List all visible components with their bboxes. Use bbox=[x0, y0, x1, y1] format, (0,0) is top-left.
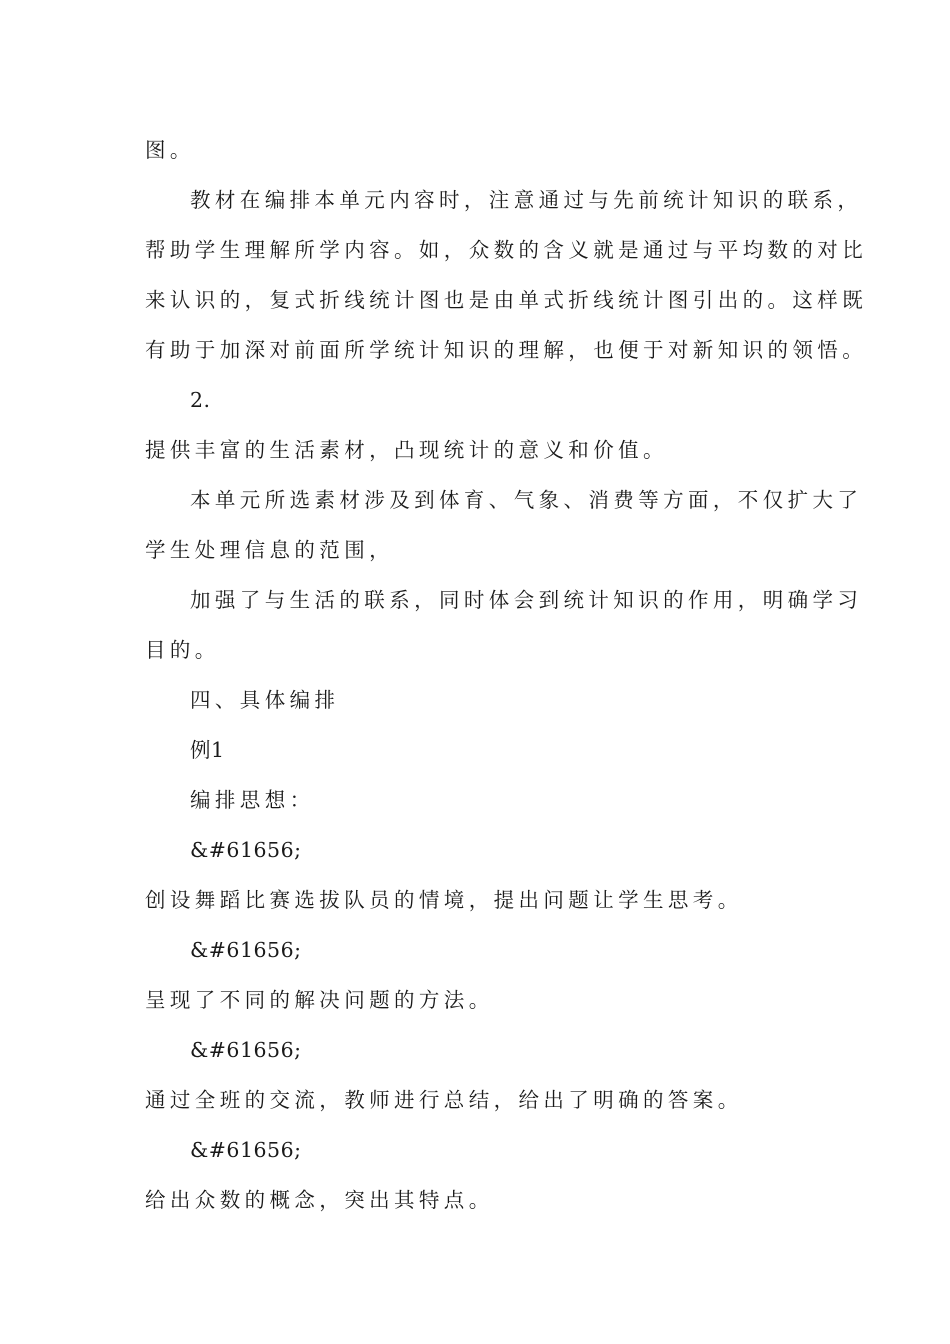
list-number: 2. bbox=[190, 388, 211, 412]
paragraph-line: 目的。 bbox=[145, 638, 220, 662]
paragraph-line: 学生处理信息的范围， bbox=[145, 538, 394, 562]
bullet-item-text: 通过全班的交流，教师进行总结，给出了明确的答案。 bbox=[145, 1088, 743, 1112]
example-label: 例1 bbox=[190, 738, 225, 762]
paragraph-line: 来认识的，复式折线统计图也是由单式折线统计图引出的。这样既 bbox=[145, 288, 868, 312]
bullet-entity-text: &#61656; bbox=[190, 938, 302, 962]
bullet-entity-text: &#61656; bbox=[190, 1038, 302, 1062]
paragraph-line: 加强了与生活的联系，同时体会到统计知识的作用，明确学习 bbox=[190, 588, 863, 612]
subheading: 编排思想： bbox=[190, 788, 315, 812]
paragraph-line: 有助于加深对前面所学统计知识的理解，也便于对新知识的领悟。 bbox=[145, 338, 868, 362]
paragraph-line: 帮助学生理解所学内容。如，众数的含义就是通过与平均数的对比 bbox=[145, 238, 868, 262]
paragraph-line: 教材在编排本单元内容时，注意通过与先前统计知识的联系， bbox=[190, 188, 863, 212]
paragraph-line: 本单元所选素材涉及到体育、气象、消费等方面，不仅扩大了 bbox=[190, 488, 863, 512]
bullet-item-text: 给出众数的概念，突出其特点。 bbox=[145, 1188, 494, 1212]
paragraph-line: 提供丰富的生活素材，凸现统计的意义和价值。 bbox=[145, 438, 668, 462]
bullet-entity-text: &#61656; bbox=[190, 838, 302, 862]
section-heading: 四、具体编排 bbox=[190, 688, 340, 712]
bullet-entity-text: &#61656; bbox=[190, 1138, 302, 1162]
bullet-item-text: 创设舞蹈比赛选拔队员的情境，提出问题让学生思考。 bbox=[145, 888, 743, 912]
bullet-item-text: 呈现了不同的解决问题的方法。 bbox=[145, 988, 494, 1012]
text-line-continuation: 图。 bbox=[145, 138, 195, 162]
